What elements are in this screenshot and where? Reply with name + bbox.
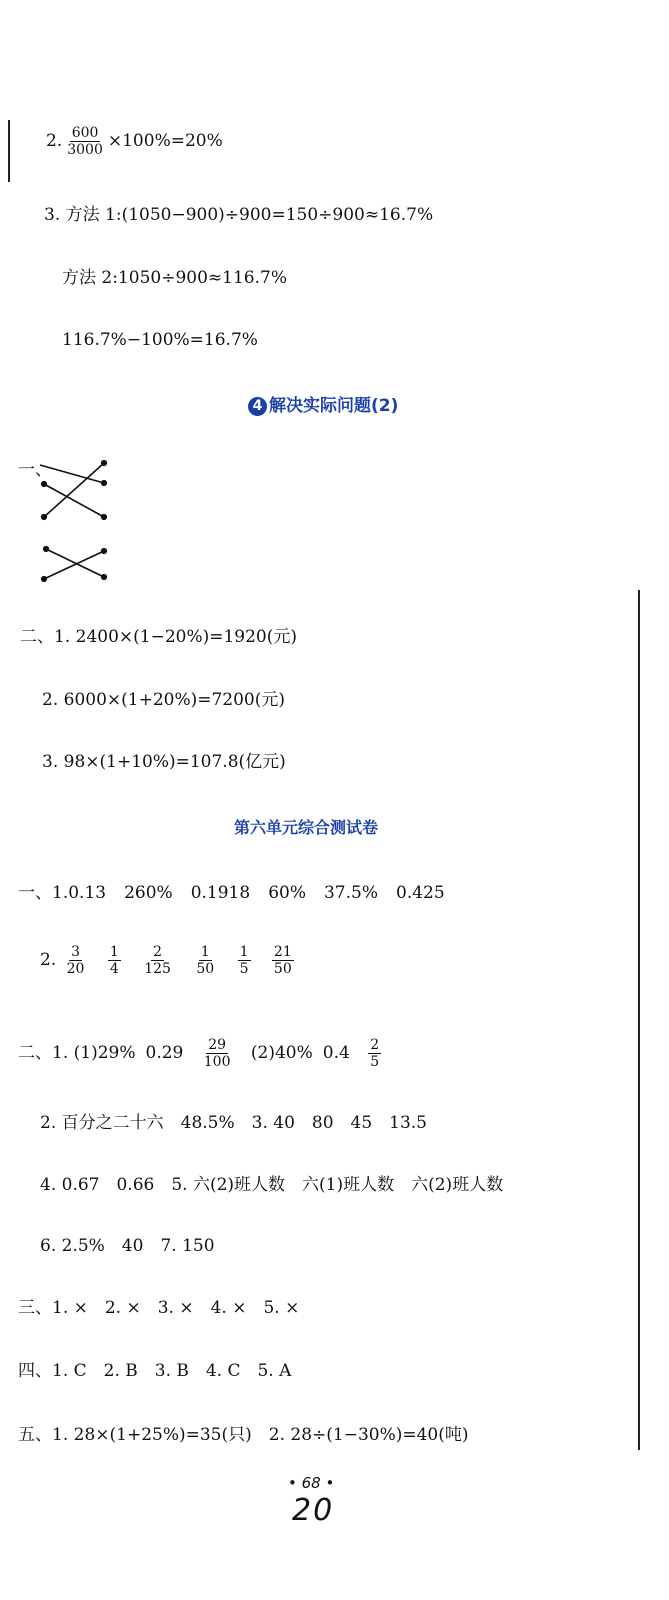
match-dot xyxy=(102,549,107,554)
part2-line1: 二、1. 2400×(1−20%)=1920(元) xyxy=(20,627,298,647)
match-dot xyxy=(102,575,107,580)
answer-q3-method1: 3. 方法 1:(1050−900)÷900=150÷900≈16.7% xyxy=(44,205,434,225)
handwritten-page-number: 20 xyxy=(292,1493,335,1528)
match-line xyxy=(46,549,104,577)
part2-line3: 3. 98×(1+10%)=107.8(亿元) xyxy=(42,752,286,772)
fraction: $\frac{2}{125}$ xyxy=(144,944,171,977)
fraction: $\frac{1}{4}$ xyxy=(109,944,119,977)
test-p2-line4: 4. 0.67 0.66 5. 六(2)班人数 六(1)班人数 六(2)班人数 xyxy=(40,1175,504,1195)
fraction: $\frac{600}{3000}$ xyxy=(67,125,103,158)
fraction: $\frac{29}{100}$ xyxy=(203,1037,231,1070)
match-dot xyxy=(42,482,47,487)
fraction: $\frac{1}{50}$ xyxy=(196,944,215,977)
fraction: $\frac{21}{50}$ xyxy=(273,944,292,977)
fraction: $\frac{3}{20}$ xyxy=(66,944,85,977)
answer-q2: 2. $\frac{600}{3000}$ ×100%=20% xyxy=(46,125,223,158)
match-dot xyxy=(44,547,49,552)
match-line xyxy=(44,551,104,579)
match-line xyxy=(44,463,104,517)
match-dot xyxy=(102,461,107,466)
section-heading: 4 解决实际问题(2) xyxy=(248,396,398,416)
test-p1-line2: 2. $\frac{3}{20}$ $\frac{1}{4}$ $\frac{2}{125}$ $\frac{1}{50}$ $\frac{1}{5}$ $\frac{21}{50}$ xyxy=(40,944,292,977)
match-line xyxy=(40,465,104,483)
match-dot xyxy=(42,577,47,582)
part1-label: 一、 xyxy=(18,460,52,480)
part2-line2: 2. 6000×(1+20%)=7200(元) xyxy=(42,690,286,710)
answer-q3-method2: 方法 2:1050÷900≈116.7% xyxy=(62,268,287,288)
right-margin-line xyxy=(638,590,640,1450)
match-dot xyxy=(102,481,107,486)
unit-test-heading: 第六单元综合测试卷 xyxy=(234,818,379,837)
number-badge-icon: 4 xyxy=(248,397,267,416)
test-p4: 四、1. C 2. B 3. B 4. C 5. A xyxy=(18,1361,292,1381)
printed-page-number: • 68 • xyxy=(288,1474,335,1492)
test-p5: 五、1. 28×(1+25%)=35(只) 2. 28÷(1−30%)=40(吨) xyxy=(18,1425,469,1445)
match-dot xyxy=(42,515,47,520)
match-dot xyxy=(102,515,107,520)
matching-lines-diagram xyxy=(30,455,120,585)
test-p2-line2: 2. 百分之二十六 48.5% 3. 40 80 45 13.5 xyxy=(40,1113,427,1133)
margin-line xyxy=(8,120,10,182)
test-p2-line6: 6. 2.5% 40 7. 150 xyxy=(40,1236,215,1256)
test-p1-line1: 一、1.0.13 260% 0.1918 60% 37.5% 0.425 xyxy=(18,883,445,903)
test-p3: 三、1. × 2. × 3. × 4. × 5. × xyxy=(18,1298,300,1318)
fraction: $\frac{1}{5}$ xyxy=(239,944,249,977)
answer-q3-method2-cont: 116.7%−100%=16.7% xyxy=(62,330,258,350)
fraction: $\frac{2}{5}$ xyxy=(370,1037,380,1070)
test-p2-line1: 二、1. (1)29% 0.29 $\frac{29}{100}$ (2)40% 0.4 $\frac{2}{5}$ xyxy=(18,1037,380,1070)
